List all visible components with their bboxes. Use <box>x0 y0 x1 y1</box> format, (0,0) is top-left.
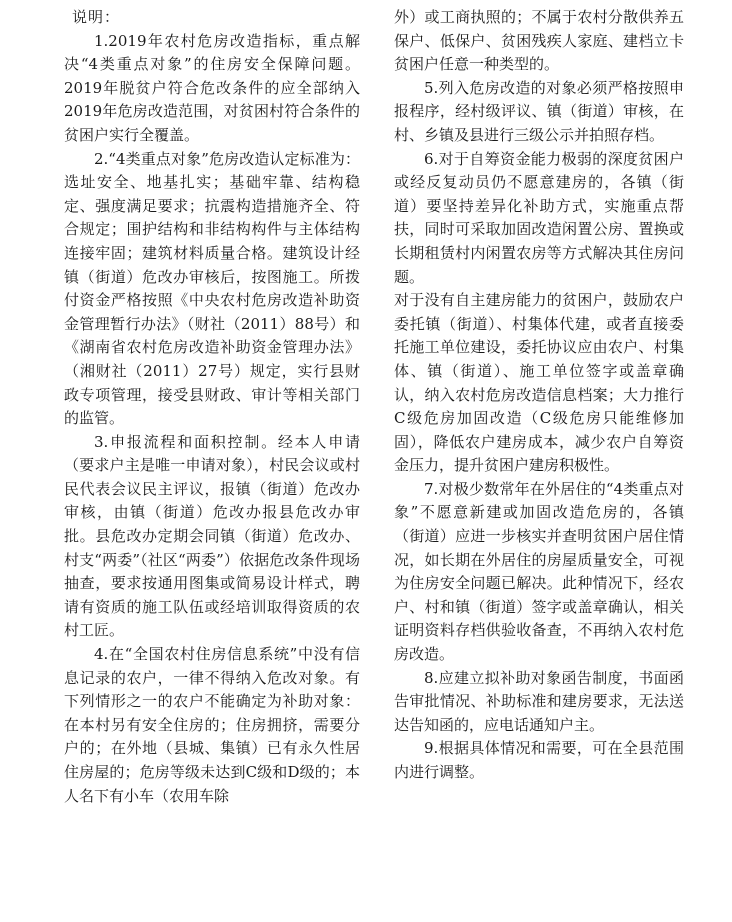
note-1-paragraph: 1.2019年农村危房改造指标，重点解决“4类重点对象”的住房安全保障问题。2019年脱贫户符合危改条件的应全部纳入2019年危房改造范围，对贫困村符合条件的贫困户实行全覆盖。 <box>64 31 360 144</box>
note-7-paragraph: 7.对极少数常年在外居住的“4类重点对象”不愿意新建或加固改造危房的，各镇（街道）应进一步核实并查明贫困户居住情况，如长期在外居住的房屋质量安全，可视为住房安全问题已解决。此种情况下，经农户、村和镇（街道）签字或盖章确认，相关证明资料存档供验收备查，不再纳入农村危房改造。 <box>394 479 684 664</box>
note-6-paragraph: 6.对于自筹资金能力极弱的深度贫困户或经反复动员仍不愿意建房的，各镇（街道）要坚持差异化补助方式，实施重点帮扶，同时可采取加固改造闲置公房、置换或长期租赁村内闲置农房等方式解决其住房问题。 <box>394 149 684 286</box>
note-4-continuation: 外）或工商执照的；不属于农村分散供养五保户、低保户、贫困残疾人家庭、建档立卡贫困户任意一种类型的。 <box>394 8 684 74</box>
note-8-paragraph: 8.应建立拟补助对象函告制度，书面函告审批情况、补助标准和建房要求，无法送达告知函的，应电话通知户主。 <box>394 668 684 734</box>
note-6-continuation: 对于没有自主建房能力的贫困户，鼓励农户委托镇（街道）、村集体代建，或者直接委托施工单位建设，委托协议应由农户、村集体、镇（街道）、施工单位签字或盖章确认，纳入农村危房改造信息档案；大力推行C级危房加固改造（C级危房只能维修加固），降低农户建房成本，减少农户自筹资金压力，提升贫困户建房积极性。 <box>394 291 684 475</box>
note-9-paragraph: 9.根据具体情况和需要，可在全县范围内进行调整。 <box>394 739 684 781</box>
note-4-paragraph: 4.在“全国农村住房信息系统”中没有信息记录的农户，一律不得纳入危改对象。有下列情形之一的农户不能确定为补助对象：在本村另有安全住房的；住房拥挤，需要分户的；在外地（县城、集镇）已有永久性居住房屋的；危房等级未达到C级和D级的；本人名下有小车（农用车除 <box>64 645 360 805</box>
note-2-paragraph: 2.“4类重点对象”危房改造认定标准为：选址安全、地基扎实；基础牢靠、结构稳定、强度满足要求；抗震构造措施齐全、符合规定；围护结构和非结构构件与主体结构连接牢固；建筑材料质量合格。建筑设计经镇（街道）危改办审核后，按图施工。所拨付资金严格按照《中央农村危房改造补助资金管理暂行办法》（财社（2011）88号）和《湖南省农村危房改造补助资金管理办法》（湘财社（2011）27号）规定，实行县财政专项管理，接受县财政、审计等相关部门的监管。 <box>64 149 360 428</box>
notes-heading: 说明： <box>72 8 121 26</box>
right-column <box>394 6 684 785</box>
note-3-paragraph: 3.申报流程和面积控制。经本人申请（要求户主是唯一申请对象），村民会议或村民代表会议民主评议，报镇（街道）危改办审核，由镇（街道）危改办报县危改办审批。县危改办定期会同镇（街道）危改办、村支“两委”（社区“两委”）依据危改条件现场抽查，要求按通用图集或简易设计样式，聘请有资质的施工队伍或经培训取得资质的农村工匠。 <box>64 432 360 640</box>
left-column <box>64 6 360 808</box>
note-5-paragraph: 5.列入危房改造的对象必须严格按照申报程序，经村级评议、镇（街道）审核，在村、乡镇及县进行三级公示并拍照存档。 <box>394 78 684 144</box>
